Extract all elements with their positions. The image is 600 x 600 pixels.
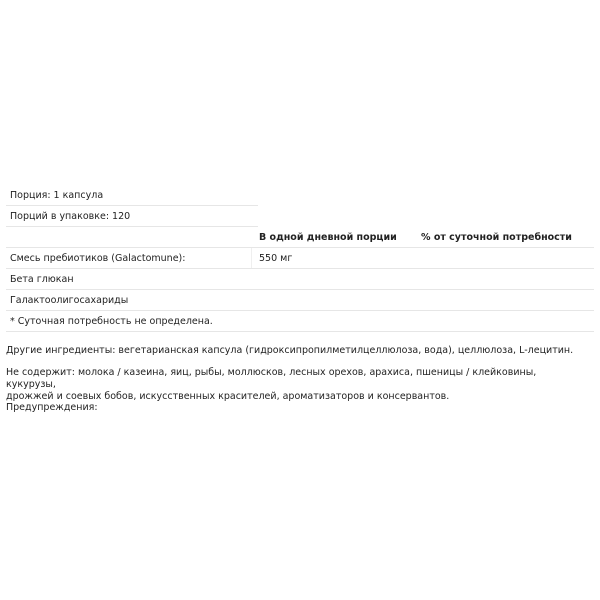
daily-value-footnote: * Суточная потребность не определена. [10, 316, 213, 327]
free-from-line: Не содержит: молока / казеина, яиц, рыбы, моллюсков, лесных орехов, арахиса, пшеницы / клейковины, кукурузы, [6, 367, 537, 390]
ingredient-name: Смесь пребиотиков (Galactomune): [10, 253, 186, 264]
table-row [6, 269, 594, 290]
amount-column-header: В одной дневной порции [259, 232, 397, 243]
servings-per-container: Порций в упаковке: 120 [10, 211, 131, 222]
warnings-heading: Предупреждения: [6, 402, 98, 413]
table-header-row [6, 227, 594, 248]
ingredient-amount: 550 мг [259, 253, 293, 264]
servings-per-container-row [6, 206, 258, 227]
table-row [6, 248, 594, 269]
footnote-row [6, 311, 594, 332]
serving-size-row [6, 185, 258, 206]
supplement-facts-table [6, 185, 594, 332]
free-from-statement [6, 367, 566, 403]
free-from-line: дрожжей и соевых бобов, искусственных красителей, ароматизаторов и консервантов. [6, 391, 450, 402]
table-row [6, 290, 594, 311]
daily-value-column-header: % от суточной потребности [421, 232, 572, 243]
ingredient-name: Галактоолигосахариды [10, 295, 129, 306]
serving-size: Порция: 1 капсула [10, 190, 104, 201]
other-ingredients: Другие ингредиенты: вегетарианская капсула (гидроксипропилметилцеллюлоза, вода), целлюлоза, L-лецитин. [6, 345, 574, 356]
ingredient-name: Бета глюкан [10, 274, 74, 285]
